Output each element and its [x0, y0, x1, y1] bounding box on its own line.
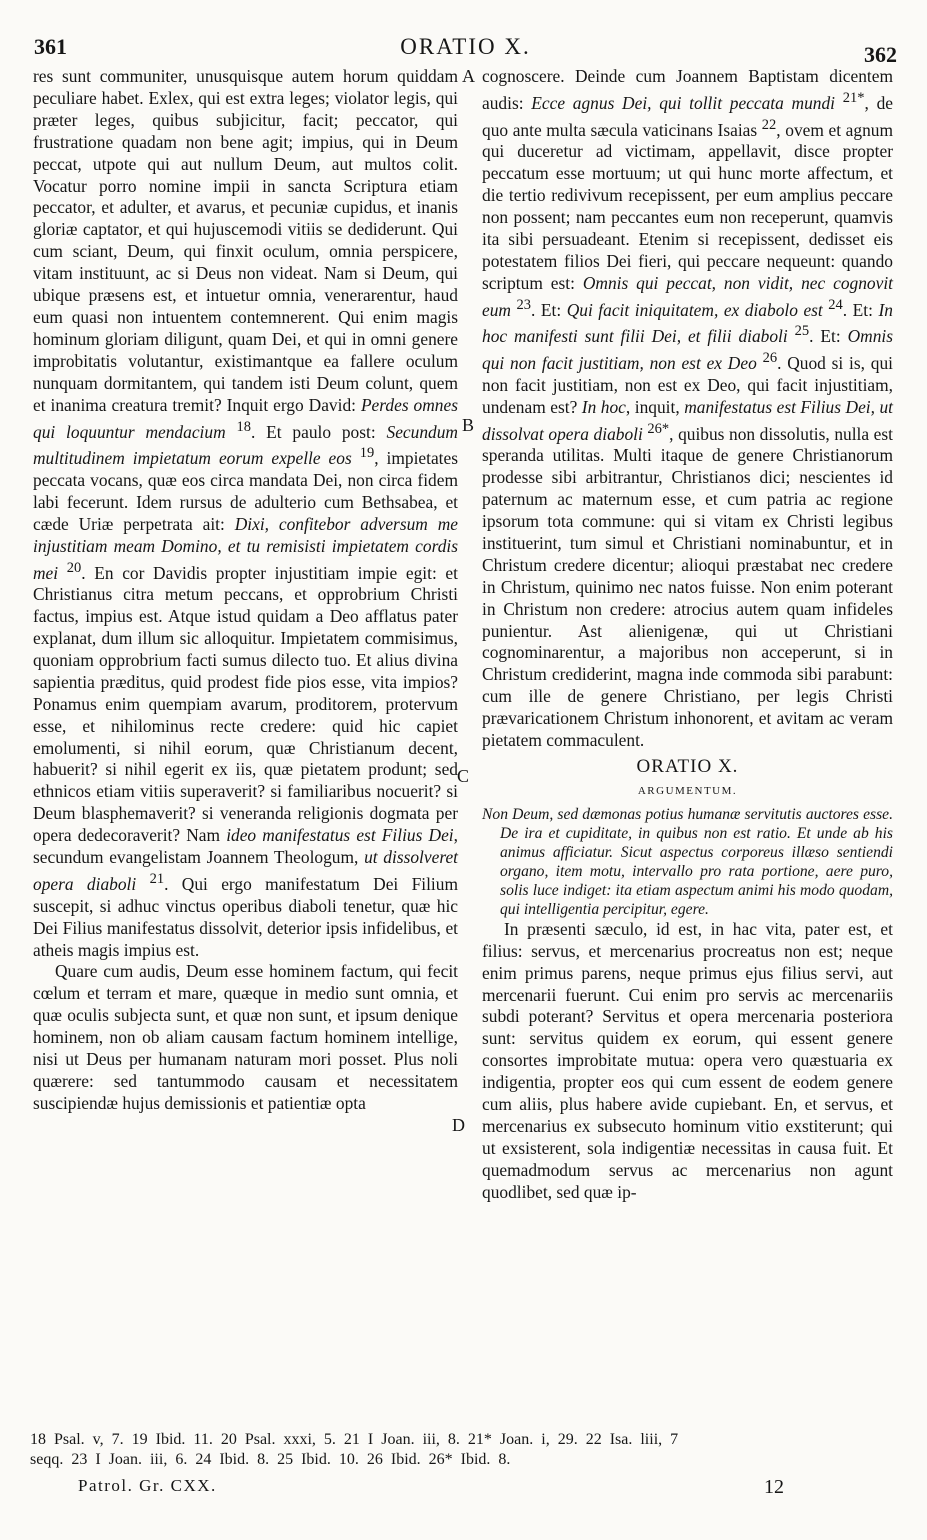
- argument-summary: Non Deum, sed dæmonas potius humanæ servitutis auctores esse. De ira et cupiditate, in quibus non est ratio. Et unde ab his animus afficiatur. Sicut aspectus corporeus illæso sentiendi organo, item motu, intervallo pro rata portione, aere puro, solis luce indiget: ita etiam aspectum animi his modo quodam, qui intelligentia percipitur, egere.: [482, 805, 893, 918]
- footnote-ref: 22: [761, 116, 777, 133]
- running-head: ORATIO X.: [400, 34, 531, 59]
- footnote-ref: 23: [516, 296, 532, 313]
- margin-marker-c: C: [457, 766, 470, 786]
- series-label: Patrol. Gr. CXX.: [78, 1476, 217, 1495]
- page-number-left: 361: [34, 34, 67, 59]
- footnote-line: seqq. 23 I Joan. iii, 6. 24 Ibid. 8. 25 Ibid. 10. 26 Ibid. 26* Ibid. 8.: [30, 1451, 511, 1468]
- margin-marker-d: D: [452, 1115, 465, 1135]
- footnote-line: 18 Psal. v, 7. 19 Ibid. 11. 20 Psal. xxxi, 5. 21 I Joan. iii, 8. 21* Joan. i, 29. 22 Isa. liii, 7: [30, 1431, 679, 1448]
- quotation: In hoc: [581, 396, 626, 417]
- margin-marker-b: B: [462, 415, 475, 435]
- footnotes: [30, 1430, 897, 1470]
- footnote-ref: 21: [149, 871, 165, 888]
- signature-mark: 12: [764, 1476, 784, 1498]
- left-paragraph-1: res sunt communiter, unusquisque autem horum quiddam peculiare habet. Exlex, qui est extra leges; violator legis, qui præter leges, quibus subjicitur, facit; peccator, qui frustratione quadam non bene agit; impius, qui in Deum peccat, utpote qui aut nullum Deum, aut multos colit. Vocatur porro nomine impii in sancta Scriptura etiam peccator, et adulter, et avarus, et pecuniæ cupidus, et inanis gloriæ captator, et qui hujuscemodi vitiis se dediderunt. Qui cum sciant, Deum, qui finxit oculum, omnia perspicere, vitam instituunt, ac si Deus non videat. Nam si Deum, qui ubique præsens est, et intuetur omnia, venerarentur, haud eum quasi non intuentem contemnerent. Qui enim magis hominum gloriam diligunt, quam Dei, et qui in omni genere improbitatis volutantur, existimantque ea fallere oculum nunquam dormitantem, qui tandem isti Deum colunt, quem et inanima creatura tremit? Inquit ergo David: Perdes omnes qui loquuntur mendacium $^{18}$. Et paulo post: Secundum multitudinem impietatum eorum expelle eos $^{19}$, impietates peccata vocans, quæ eos circa mandata Dei, non circa fidem labi fecerunt. Idem rursus de adulterio cum Bethsabea, et cæde Uriæ perpetrata ait: Dixi, confitebor adversum me injustitiam meam Domino, et tu remisisti impietatem cordis mei $^{20}$. En cor Davidis propter injustitiam impie egit: et Christianus citra metum peccans, et opprobrium Christi factus, impius est. Atque istud quidam a Deo afflatus pater explanat, dum illum sic alloquitur. Impietatem commisimus, quoniam opprobrium facti sumus dilecto tuo. Et alius divina sapientia præditus, quid prodest fide pios esse, vita impios? Ponamus enim quempiam avarum, proditorem, protervum esse, et nihilominus recte credere: quid hic capiet emolumenti, si nihil eorum, quæ Christianum decent, habuerit? si nihil egerit ex iis, quæ pietatem produnt; sed ethnicos etiam vitiis superaverit? si familiaribus nocuerit? si Deum blasphemaverit? si veneranda religionis dogmata per opera dedecoraverit? Nam ideo manifestatus est Filius Dei, secundum evangelistam Joannem Theologum, ut dissolveret opera diaboli $^{21}$. Qui ergo manifestatum Dei Filium suscepit, si adhuc vinctus operibus diaboli tenetur, quæ hic Dei Filius manifestatus dissolvit, deterior ipsis infidelibus, et atheis magis impius est.: [33, 66, 458, 960]
- margin-marker-a: A: [462, 66, 475, 86]
- page-header: [34, 28, 897, 68]
- quotation: In hoc manifesti sunt filii Dei, et filii diaboli: [482, 299, 893, 347]
- left-paragraph-2: Quare cum audis, Deum esse hominem factum, qui fecit cœlum et terram et mare, quæque in medio sunt omnia, et quæ oculis subjecta sunt, et quæ non sunt, et ipsum denique hominem, non ob aliam causam factum hominem intellige, nisi ut Deus per humanam naturam mori posset. Plus noli quærere: sed tantummodo causam et necessitatem suscipiendæ hujus demissionis et patientiæ opta: [33, 961, 458, 1113]
- quotation: Perdes omnes qui loquuntur mendacium: [33, 394, 458, 442]
- quotation: Qui facit iniquitatem, ex diabolo est: [566, 299, 823, 320]
- quotation: Omnis qui peccat, non vidit, nec cognovit eum: [482, 272, 893, 320]
- footnote-ref: 21*: [842, 89, 865, 106]
- quotation: ideo manifestatus est Filius Dei: [226, 825, 454, 846]
- footnote-ref: 26: [762, 350, 778, 367]
- footnote-ref: 18: [236, 418, 251, 435]
- section-title: ORATIO X.: [636, 755, 739, 777]
- quotation: Omnis qui non facit justitiam, non est ex Deo: [482, 326, 893, 373]
- footnote-ref: 20: [66, 559, 82, 576]
- argument-label: ARGUMENTUM.: [637, 784, 738, 797]
- footnote-ref: 24: [828, 296, 843, 313]
- quotation: Dixi, confitebor adversum me injustitiam meam Domino, et tu remisisti impietatem cordis mei: [33, 513, 458, 583]
- right-column: [482, 66, 893, 1204]
- quotation: Ecce agnus Dei, qui tollit peccata mundi: [531, 92, 836, 113]
- left-column: [33, 66, 458, 1115]
- footnote-ref: 19: [359, 445, 375, 462]
- quotation: manifestatus est Filius Dei, ut dissolvat opera diaboli: [482, 396, 893, 444]
- footnote-ref: 25: [794, 323, 810, 340]
- right-paragraph-2: In præsenti sæculo, id est, in hac vita, pater est, et filius: servus, et mercenarius procreatus non est; neque enim primus parens, neque primus ejus filius servi, aut mercenarii fuerunt. Cui enim pro servis ac mercenariis subdi poterant? Servitus et opera mercenaria posteriora sunt: servitus quidem ex eorum, qui essent genere consortes improbitate mutua: opera vero quæstuaria ex indigentia, propter eos qui cum essent de eodem genere cum aliis, plus habere avide cupiebant. En, et servus, et mercenarius ex subsecuto hominum vitio exstiterunt; qui ut exsisterent, sola indigentiæ necessitas in causa fuit. Et quemadmodum servus ac mercenarius non agunt quodlibet, sed quæ ip-: [482, 918, 893, 1202]
- footnote-ref: 26*: [647, 420, 670, 437]
- page-number-right: 362: [864, 42, 897, 67]
- quotation: ut dissolveret opera diaboli: [33, 847, 458, 894]
- quotation: Secundum multitudinem impietatum eorum expelle eos: [33, 421, 458, 468]
- right-paragraph-1: cognoscere. Deinde cum Joannem Baptistam dicentem audis: Ecce agnus Dei, qui tollit peccata mundi $^{21*}$, de quo ante multa sæcula vaticinans Isaias $^{22}$, ovem et agnum qui duceretur ad victimam, appellavit, disce propter peccatum esse mortuum; ut qui hunc morte affectum, et die tertio redivivum recepissent, per eum amplius peccare non possent; nam peccantes eum non receperunt, quamvis ita sibi persuadeant. Etenim si recepissent, dedisset eis potestatem filios Dei fieri, qui peccare nequeunt: quando scriptum est: Omnis qui peccat, non vidit, nec cognovit eum $^{23}$. Et: Qui facit iniquitatem, ex diabolo est $^{24}$. Et: In hoc manifesti sunt filii Dei, et filii diaboli $^{25}$. Et: Omnis qui non facit justitiam, non est ex Deo $^{26}$. Quod si is, qui non facit justitiam, non est ex Deo, qui facit injustitiam, undenam est? In hoc, inquit, manifestatus est Filius Dei, ut dissolvat opera diaboli $^{26*}$, quibus non dissolutis, nulla est speranda utilitas. Multi itaque de genere Christianorum prodesse sibi arbitrantur, Christianos dici; nescientes id paternum ac maternum esse, et cum patria ac regione ipsorum tota commune: qui si vitam ex Christi legibus instituerint, tum simul et Christiani nominabuntur, et in Christum credere dicentur; alioqui præstabat nec credere in Christum, quinimo nec natos fuisse. Non enim poterant in Christum non credere: atrocius autem quam infideles punientur. Ast alienigenæ, qui ut Christiani cognominarentur, a majoribus non acceperunt, si in Christum crediderint, magna inde commoda sibi parabunt: cum ille de genere Christiano, per legis Christi prævaricationem Christum inhonorent, et avitam ac veram pietatem commaculent.: [482, 66, 893, 751]
